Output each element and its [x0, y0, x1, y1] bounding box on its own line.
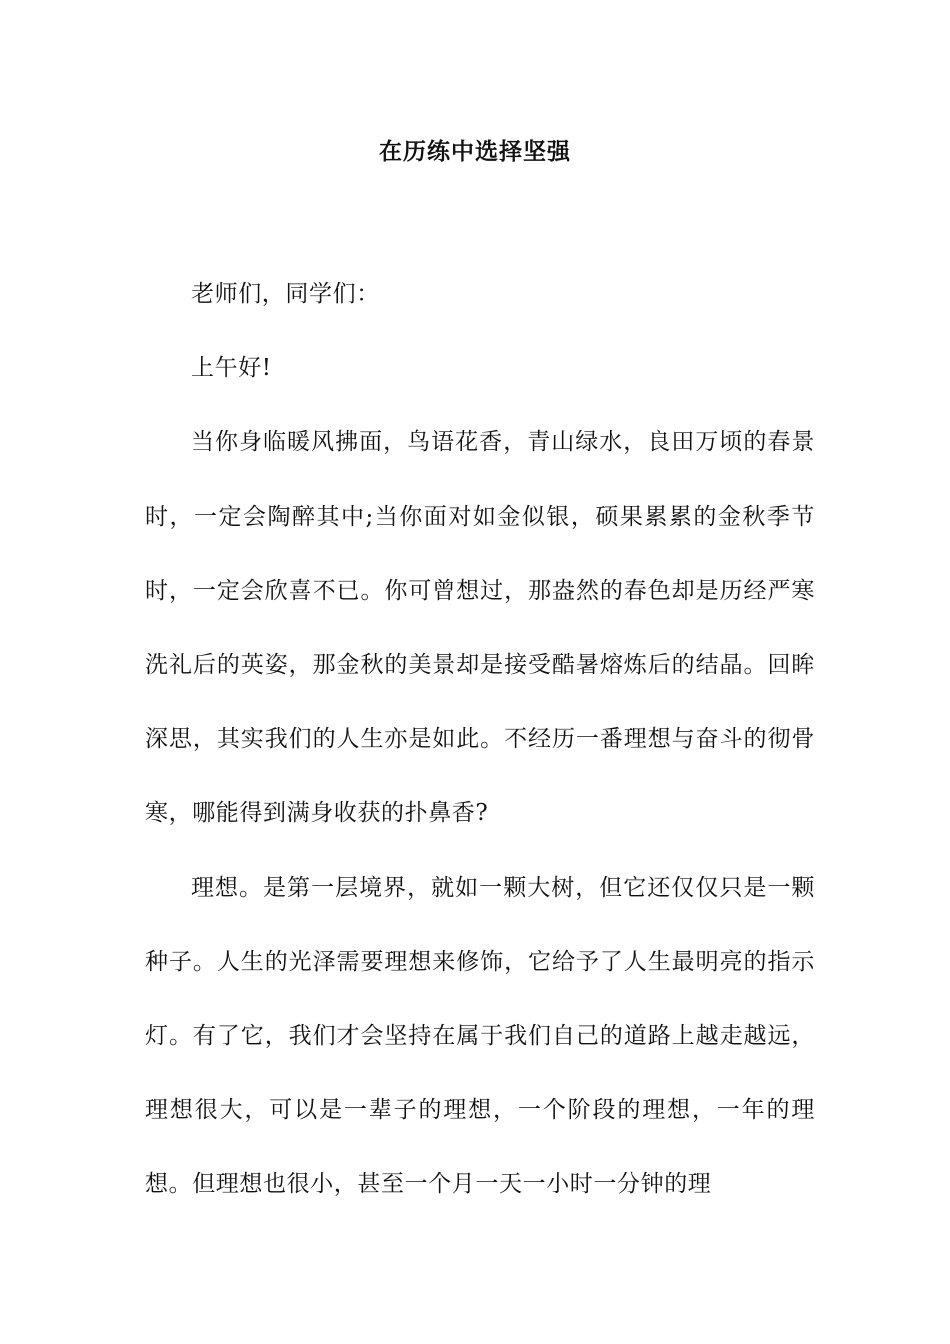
ideal-paragraph: 理想。是第一层境界，就如一颗大树，但它还仅仅只是一颗种子。人生的光泽需要理想来修饰，它给予了人生最明亮的指示灯。有了它，我们才会坚持在属于我们自己的道路上越走越远，理想很大，可以是一辈子的理想，一个阶段的理想，一年的理想。但理想也很小，甚至一个月一天一小时一分钟的理 — [145, 874, 815, 1198]
document-title: 在历练中选择坚强 — [379, 138, 571, 165]
intro-paragraph: 当你身临暖风拂面，鸟语花香，青山绿水，良田万顷的春景时，一定会陶醉其中;当你面对如金似银，硕果累累的金秋季节时，一定会欣喜不已。你可曾想过，那盎然的春色却是历经严寒洗礼后的英姿，那金秋的美景却是接受酷暑熔炼后的结晶。回眸深思，其实我们的人生亦是如此。不经历一番理想与奋斗的彻骨寒，哪能得到满身收获的扑鼻香? — [145, 429, 815, 827]
greeting-paragraph: 老师们，同学们： — [191, 281, 380, 307]
salutation-paragraph: 上午好! — [191, 355, 272, 382]
document-body — [145, 257, 815, 1222]
